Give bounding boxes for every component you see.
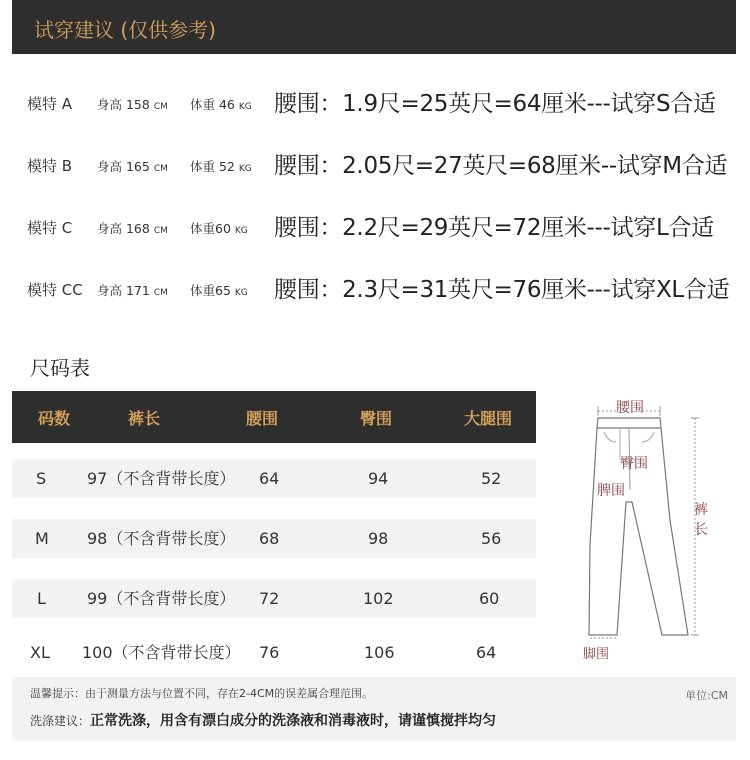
unit-label: 单位:CM — [685, 689, 728, 702]
pants-illustration — [560, 390, 740, 665]
cell-size: M — [35, 529, 49, 548]
cell-size: L — [37, 589, 46, 608]
model-row-b — [0, 142, 750, 182]
notes-box — [12, 677, 736, 741]
model-weight: 体重65 KG — [190, 283, 248, 298]
model-name: 模特 B — [27, 157, 73, 175]
model-height: 身高 171 CM — [97, 283, 168, 298]
header-waist: 腰围 — [246, 409, 279, 428]
hem-label: 脚围 — [583, 647, 610, 662]
model-size-text: 腰围：2.2尺=29英尺=72厘米---试穿L合适 — [274, 215, 714, 241]
wash-advice — [30, 710, 496, 730]
measurement-tip: 温馨提示：由于测量方法与位置不同，存在2-4CM的误差属合理范围。 — [30, 687, 374, 700]
cell-length: 97（不含背带长度） — [87, 469, 236, 488]
model-name: 模特 A — [27, 95, 73, 113]
header-title: 试穿建议 (仅供参考) — [34, 18, 216, 42]
cell-waist: 76 — [259, 643, 280, 662]
header-length: 裤长 — [128, 409, 161, 428]
size-table-title: 尺码表 — [30, 356, 90, 380]
waist-label: 腰围 — [616, 400, 644, 416]
cell-size: XL — [30, 643, 50, 662]
cell-waist: 72 — [259, 589, 280, 608]
wash-advice-text: 正常洗涤，用含有漂白成分的洗涤液和消毒液时，请谨慎搅拌均匀 — [90, 713, 497, 729]
model-size-text: 腰围：1.9尺=25英尺=64厘米---试穿S合适 — [274, 91, 716, 117]
cell-thigh: 52 — [481, 469, 502, 488]
model-weight: 体重 46 KG — [190, 97, 252, 112]
model-row-cc — [0, 266, 750, 306]
model-weight: 体重 52 KG — [190, 159, 252, 174]
table-row — [12, 579, 536, 618]
header-hip: 臀围 — [360, 409, 393, 428]
header-thigh: 大腿围 — [464, 409, 513, 428]
table-row — [12, 519, 536, 558]
cell-hip: 106 — [364, 643, 395, 662]
model-size-text: 腰围：2.3尺=31英尺=76厘米---试穿XL合适 — [274, 277, 730, 303]
header-bar — [12, 0, 736, 54]
wash-advice-label: 洗涤建议： — [30, 714, 91, 728]
length-label: 裤长 — [694, 502, 708, 538]
cell-length: 98（不含背带长度） — [87, 529, 236, 548]
model-row-c — [0, 204, 750, 244]
model-name: 模特 C — [27, 219, 73, 237]
cell-thigh: 60 — [479, 589, 500, 608]
model-height: 身高 158 CM — [97, 97, 168, 112]
model-height: 身高 168 CM — [97, 221, 168, 236]
cell-hip: 94 — [368, 469, 389, 488]
cell-length: 99（不含背带长度） — [87, 589, 236, 608]
cell-waist: 68 — [259, 529, 280, 548]
cell-thigh: 64 — [476, 643, 497, 662]
pants-measurement-diagram — [560, 390, 740, 665]
model-weight: 体重60 KG — [190, 221, 248, 236]
model-size-text: 腰围：2.05尺=27英尺=68厘米--试穿M合适 — [274, 153, 728, 179]
thigh-label: 脾围 — [597, 483, 625, 499]
cell-thigh: 56 — [481, 529, 502, 548]
cell-length: 100（不含背带长度） — [82, 643, 241, 662]
header-size: 码数 — [38, 409, 71, 428]
cell-hip: 98 — [368, 529, 389, 548]
cell-waist: 64 — [259, 469, 280, 488]
cell-hip: 102 — [363, 589, 394, 608]
model-name: 模特 CC — [27, 281, 83, 299]
cell-size: S — [36, 469, 47, 488]
size-table-header — [12, 391, 536, 443]
table-row — [12, 459, 536, 498]
model-row-a — [0, 80, 750, 120]
model-height: 身高 165 CM — [97, 159, 168, 174]
table-row — [12, 633, 536, 672]
hip-label: 臀围 — [620, 456, 648, 472]
